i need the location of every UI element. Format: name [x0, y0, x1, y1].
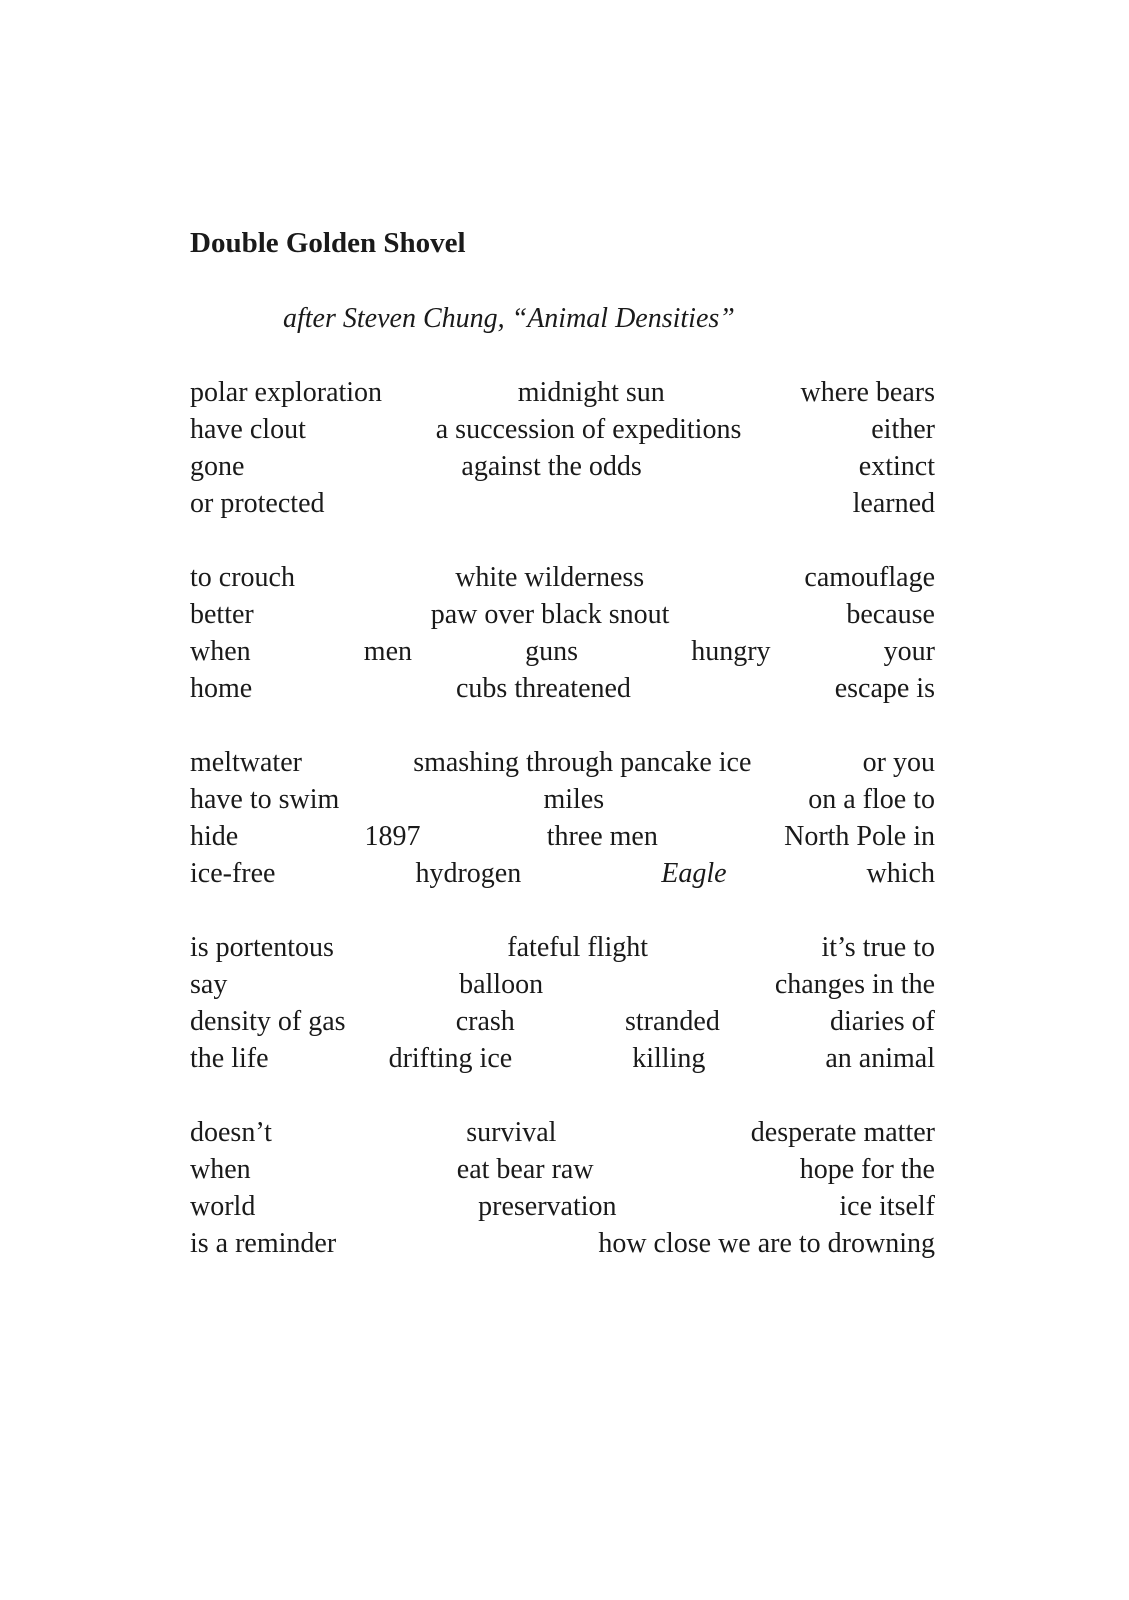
line-phrase: cubs threatened: [456, 673, 631, 704]
line-phrase: on a floe to: [808, 784, 935, 815]
line-phrase: density of gas: [190, 1006, 346, 1037]
line-phrase: an animal: [825, 1043, 935, 1074]
line-phrase: extinct: [858, 451, 935, 482]
line-phrase: is portentous: [190, 932, 334, 963]
line-phrase: a succession of expeditions: [435, 414, 742, 445]
line-phrase: ice itself: [839, 1191, 935, 1222]
line-phrase: midnight sun: [517, 377, 665, 408]
line-phrase: polar exploration: [190, 377, 383, 408]
stanza-5: [190, 1114, 935, 1262]
line-phrase: ice-free: [190, 858, 276, 889]
poem-line: [190, 966, 935, 1003]
line-phrase: gone: [190, 451, 245, 482]
line-phrase: meltwater: [190, 747, 302, 778]
poem-line: [190, 411, 935, 448]
line-phrase: eat bear raw: [456, 1154, 594, 1185]
line-phrase: balloon: [459, 969, 544, 1000]
line-phrase: learned: [852, 488, 935, 519]
poem-line: [190, 670, 935, 707]
poem-title: Double Golden Shovel: [190, 227, 466, 259]
line-phrase: where bears: [800, 377, 935, 408]
line-phrase: escape is: [834, 673, 935, 704]
line-phrase: hope for the: [799, 1154, 935, 1185]
line-phrase: to crouch: [190, 562, 295, 593]
stanza-4: [190, 929, 935, 1077]
poem-line: [190, 781, 935, 818]
line-phrase: drifting ice: [388, 1043, 513, 1074]
line-phrase: camouflage: [804, 562, 935, 593]
line-phrase: your: [883, 636, 935, 667]
line-phrase: home: [190, 673, 253, 704]
poem-line: [190, 1225, 935, 1262]
line-phrase: diaries of: [830, 1006, 935, 1037]
poem-line: [190, 633, 935, 670]
line-phrase: changes in the: [774, 969, 935, 1000]
line-phrase: survival: [466, 1117, 557, 1148]
poem-line: [190, 818, 935, 855]
poem-line: [190, 374, 935, 411]
line-phrase: the life: [190, 1043, 269, 1074]
line-phrase: say: [190, 969, 228, 1000]
stanza-3: [190, 744, 935, 892]
stanza-1: [190, 374, 935, 522]
poem-line: [190, 1188, 935, 1225]
line-phrase: white wilderness: [455, 562, 645, 593]
line-phrase: how close we are to drowning: [598, 1228, 935, 1259]
poem-line: [190, 596, 935, 633]
line-phrase: fateful flight: [507, 932, 649, 963]
poem-line: [190, 448, 935, 485]
line-phrase: or you: [862, 747, 935, 778]
line-phrase: have clout: [190, 414, 306, 445]
line-phrase: which: [866, 858, 935, 889]
line-phrase: men: [363, 636, 413, 667]
line-phrase: hydrogen: [415, 858, 522, 889]
poem-line: [190, 929, 935, 966]
poem-body: [190, 374, 935, 1299]
line-phrase: killing: [632, 1043, 706, 1074]
line-phrase: hungry: [691, 636, 771, 667]
line-phrase: guns: [525, 636, 579, 667]
line-phrase: 1897: [364, 821, 421, 852]
line-phrase: Eagle: [661, 858, 727, 889]
line-phrase: better: [190, 599, 254, 630]
line-phrase: crash: [455, 1006, 515, 1037]
line-phrase: when: [190, 1154, 251, 1185]
line-phrase: when: [190, 636, 251, 667]
line-phrase: desperate matter: [750, 1117, 935, 1148]
poem-line: [190, 1040, 935, 1077]
line-phrase: world: [190, 1191, 256, 1222]
line-phrase: hide: [190, 821, 239, 852]
poem-line: [190, 559, 935, 596]
stanza-2: [190, 559, 935, 707]
line-phrase: either: [871, 414, 935, 445]
line-phrase: doesn’t: [190, 1117, 272, 1148]
line-phrase: preservation: [478, 1191, 617, 1222]
poem-epigraph: after Steven Chung, “Animal Densities”: [283, 303, 735, 334]
poem-line: [190, 485, 935, 522]
poem-line: [190, 1003, 935, 1040]
line-phrase: North Pole in: [784, 821, 935, 852]
line-phrase: is a reminder: [190, 1228, 337, 1259]
poem-line: [190, 1114, 935, 1151]
poem-line: [190, 744, 935, 781]
line-phrase: smashing through pancake ice: [413, 747, 752, 778]
line-phrase: or protected: [190, 488, 325, 519]
line-phrase: three men: [546, 821, 658, 852]
poem-line: [190, 855, 935, 892]
line-phrase: because: [846, 599, 935, 630]
line-phrase: stranded: [624, 1006, 720, 1037]
line-phrase: have to swim: [190, 784, 340, 815]
poem-line: [190, 1151, 935, 1188]
line-phrase: against the odds: [461, 451, 642, 482]
line-phrase: it’s true to: [821, 932, 935, 963]
line-phrase: miles: [543, 784, 605, 815]
line-phrase: paw over black snout: [430, 599, 670, 630]
